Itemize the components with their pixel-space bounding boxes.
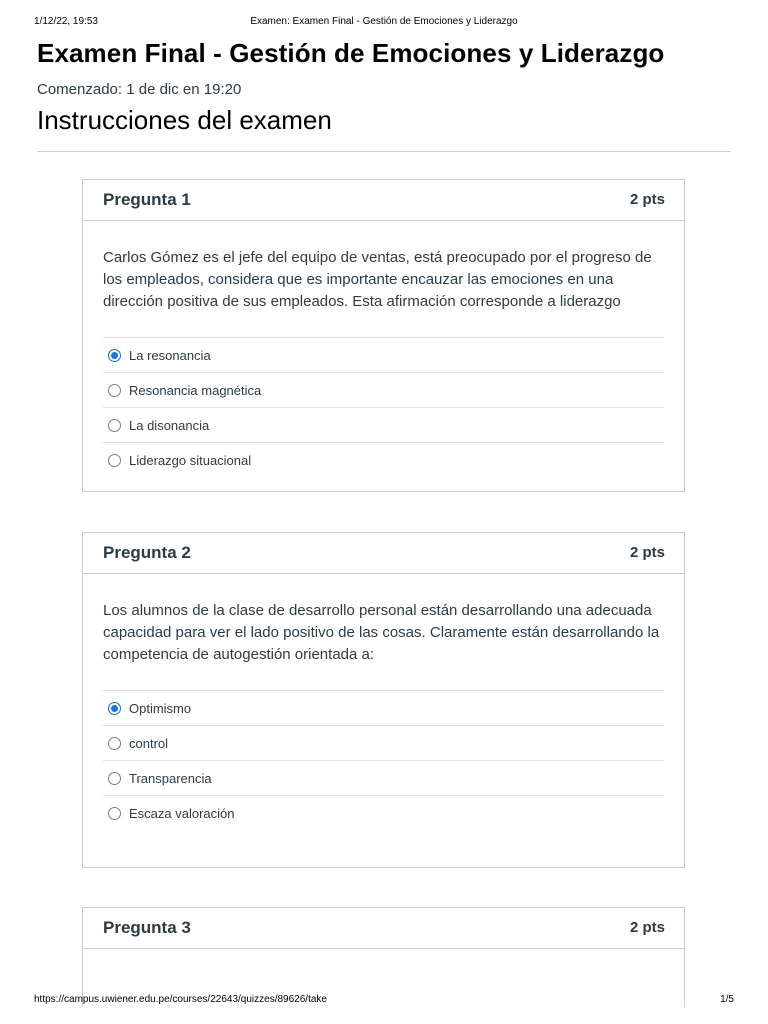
question-header: [83, 533, 684, 574]
print-header: [34, 16, 734, 30]
question-name: Pregunta 3: [103, 918, 191, 937]
radio-icon[interactable]: [108, 419, 121, 432]
question-3: [82, 907, 685, 1007]
answer-option[interactable]: [103, 690, 664, 725]
header-divider: [37, 151, 731, 152]
radio-selected-icon[interactable]: [108, 702, 121, 715]
question-points: 2 pts: [629, 191, 665, 208]
question-name: Pregunta 1: [103, 190, 191, 209]
radio-icon[interactable]: [108, 384, 121, 397]
question-text: Los alumnos de la clase de desarrollo personal están desarrollando una adecuada capacidad para ver el lado positivo de las cosas. Claramente están desarrollando la competencia de autogestión orientada a:: [103, 602, 660, 663]
question-body: [83, 221, 684, 477]
answer-label[interactable]: Optimismo: [129, 700, 192, 716]
question-points: 2 pts: [629, 544, 665, 561]
answer-label[interactable]: Transparencia: [129, 770, 212, 786]
answer-option[interactable]: [103, 795, 664, 830]
print-url: https://campus.uwiener.edu.pe/courses/22643/quizzes/89626/take: [34, 994, 327, 1005]
answer-option[interactable]: [103, 442, 664, 477]
radio-icon[interactable]: [108, 737, 121, 750]
question-2: [82, 532, 685, 868]
quiz-started-time: Comenzado: 1 de dic en 19:20: [37, 81, 242, 98]
answer-option[interactable]: [103, 407, 664, 442]
question-header: [83, 180, 684, 221]
print-date: 1/12/22, 19:53: [34, 16, 98, 27]
question-points: 2 pts: [629, 919, 665, 936]
answer-option[interactable]: [103, 725, 664, 760]
answer-label[interactable]: Resonancia magnética: [129, 382, 262, 398]
radio-selected-icon[interactable]: [108, 349, 121, 362]
answer-option[interactable]: [103, 337, 664, 372]
question-header: [83, 908, 684, 949]
radio-icon[interactable]: [108, 807, 121, 820]
answer-label[interactable]: La disonancia: [129, 417, 210, 433]
instructions-heading: Instrucciones del examen: [37, 105, 332, 135]
answer-list: [103, 337, 664, 477]
question-1: [82, 179, 685, 492]
radio-icon[interactable]: [108, 454, 121, 467]
question-text: Carlos Gómez es el jefe del equipo de ventas, está preocupado por el progreso de los empleados, considera que es importante encauzar las emociones en una dirección positiva de sus empleados. Esta afirmación corresponde a liderazgo: [103, 249, 652, 310]
print-page-title: Examen: Examen Final - Gestión de Emociones y Liderazgo: [250, 16, 518, 27]
answer-label[interactable]: La resonancia: [129, 347, 211, 363]
answer-label[interactable]: control: [129, 735, 169, 751]
question-body: [83, 574, 684, 830]
print-footer: [34, 994, 734, 1008]
answer-label[interactable]: Liderazgo situacional: [129, 452, 252, 468]
print-page-number: 1/5: [720, 994, 734, 1005]
answer-option[interactable]: [103, 372, 664, 407]
answer-option[interactable]: [103, 760, 664, 795]
radio-icon[interactable]: [108, 772, 121, 785]
answer-list: [103, 690, 664, 830]
question-name: Pregunta 2: [103, 543, 191, 562]
quiz-title: Examen Final - Gestión de Emociones y Liderazgo: [37, 38, 665, 68]
answer-label[interactable]: Escaza valoración: [129, 805, 235, 821]
